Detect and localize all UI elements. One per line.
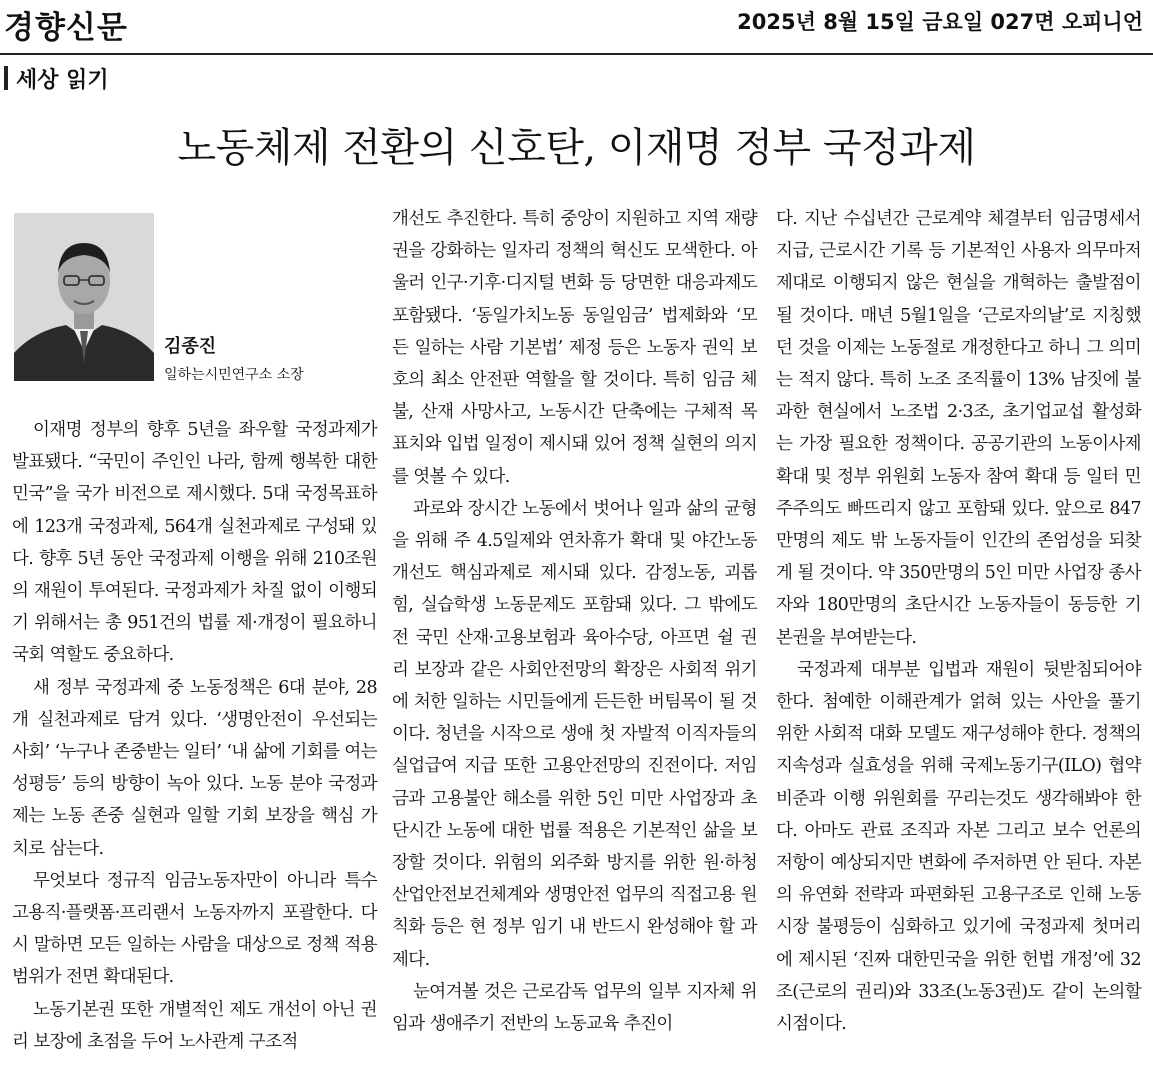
paragraph: 새 정부 국정과제 중 노동정책은 6대 분야, 28개 실천과제로 담겨 있다. ‘생명안전이 우선되는 사회’ ‘누구나 존중받는 일터’ ‘내 삶에 기회를 여는 성평등’ 등의 방향이 녹아 있다. 노동 분야 국정과제는 노동 존중 실현과 일할 기회 보장을 핵심 가치로 삼는다. — [12, 677, 377, 859]
article-headline: 노동체제 전환의 신호탄, 이재명 정부 국정과제 — [177, 125, 976, 171]
paragraph: 국정과제 대부분 입법과 재원이 뒷받침되어야 한다. 첨예한 이해관계가 얽혀 있는 사안을 풀기 위한 사회적 대화 모델도 재구성해야 한다. 정책의 지속성과 실효성을 위해 국제노동기구(ILO) 협약 비준과 이행 위원회를 꾸리는것도 생각해봐야 한다. 아마도 관료 조직과 자본 그리고 보수 언론의 저항이 예상되지만 변화에 주저하면 안 된다. 자본의 유연화 전략과 파편화된 고용구조로 인해 노동시장 불평등이 심화하고 있기에 국정과제 첫머리에 제시된 ‘진짜 대한민국을 위한 헌법 개정’에 32조(근로의 권리)와 33조(노동3권)도 같이 논의할 시점이다. — [776, 659, 1141, 1035]
paragraph: 노동기본권 또한 개별적인 제도 개선이 아닌 권리 보장에 초점을 두어 노사관계 구조적 — [12, 999, 377, 1052]
author-portrait-image — [14, 213, 154, 381]
paragraph: 이재명 정부의 향후 5년을 좌우할 국정과제가 발표됐다. “국민이 주인인 나라, 함께 행복한 대한민국”을 국가 비전으로 제시했다. 5대 국정목표하에 123개 국정과제, 564개 실천과제로 구성돼 있다. 향후 5년 동안 국정과제 이행을 위해 210조원의 재원이 투여된다. 국정과제가 차질 없이 이행되기 위해서는 총 951건의 법률 제·개정이 필요하니 국회 역할도 중요하다. — [12, 420, 377, 666]
article-column-2 — [392, 203, 757, 1040]
paragraph: 눈여겨볼 것은 근로감독 업무의 일부 지자체 위임과 생애주기 전반의 노동교육 추진이 — [392, 981, 757, 1035]
author-affiliation: 일하는시민연구소 소장 — [164, 367, 304, 383]
masthead — [0, 0, 1153, 50]
masthead-divider — [0, 53, 1153, 55]
article-column-1 — [12, 414, 377, 1058]
author-photo — [14, 213, 154, 381]
newspaper-logo: 경향신문 — [4, 10, 128, 46]
section-label: 세상 읽기 — [16, 68, 109, 93]
dateline: 2025년 8월 15일 금요일 027면 오피니언 — [737, 10, 1143, 34]
paragraph: 다. 지난 수십년간 근로계약 체결부터 임금명세서 지급, 근로시간 기록 등 기본적인 사용자 의무마저 제대로 이행되지 않은 현실을 개혁하는 출발점이 될 것이다. 매년 5월1일을 ‘근로자의날’로 지칭했던 것을 이제는 노동절로 개정한다고 하니 그 의미는 적지 않다. 특히 노조 조직률이 13% 남짓에 불과한 현실에서 노조법 2·3조, 초기업교섭 활성화는 가장 필요한 정책이다. 공공기관의 노동이사제 확대 및 정부 위원회 노동자 참여 확대 등 일터 민주주의도 빠뜨리지 않고 포함돼 있다. 앞으로 847만명의 제도 밖 노동자들이 인간의 존엄성을 되찾게 될 것이다. 약 350만명의 5인 미만 사업장 종사자와 180만명의 초단시간 노동자들이 동등한 기본권을 부여받는다. — [776, 209, 1141, 648]
author-name: 김종진 — [164, 336, 217, 357]
section-marker — [4, 66, 8, 90]
paragraph: 무엇보다 정규직 임금노동자만이 아니라 특수고용직·플랫폼·프리랜서 노동자까지 포괄한다. 다시 말하면 모든 일하는 사람을 대상으로 정책 적용 범위가 전면 확대된다. — [12, 870, 377, 988]
article-column-3 — [776, 203, 1141, 1040]
paragraph: 개선도 추진한다. 특히 중앙이 지원하고 지역 재량권을 강화하는 일자리 정책의 혁신도 모색한다. 아울러 인구·기후·디지털 변화 등 당면한 대응과제도 포함됐다. ‘동일가치노동 동일임금’ 법제화와 ‘모든 일하는 사람 기본법’ 제정 등은 노동자 권익 보호의 최소 안전판 역할을 할 것이다. 특히 임금 체불, 산재 사망사고, 노동시간 단축에는 구체적 목표치와 입법 일정이 제시돼 있어 정책 실현의 의지를 엿볼 수 있다. — [392, 209, 757, 487]
paragraph: 과로와 장시간 노동에서 벗어나 일과 삶의 균형을 위해 주 4.5일제와 연차휴가 확대 및 야간노동 개선도 핵심과제로 제시돼 있다. 감정노동, 괴롭힘, 실습학생 노동문제도 포함돼 있다. 그 밖에도 전 국민 산재·고용보험과 육아수당, 아프면 쉴 권리 보장과 같은 사회안전망의 확장은 사회적 위기에 처한 일하는 시민들에게 든든한 버팀목이 될 것이다. 청년을 시작으로 생애 첫 자발적 이직자들의 실업급여 지급 또한 고용안전망의 진전이다. 저임금과 고용불안 해소를 위한 5인 미만 사업장과 초단시간 노동에 대한 법률 적용은 기본적인 삶을 보장할 것이다. 위험의 외주화 방지를 위한 원·하청 산업안전보건체계와 생명안전 업무의 직접고용 원칙화 등은 현 정부 임기 내 반드시 완성해야 할 과제다. — [392, 498, 757, 970]
